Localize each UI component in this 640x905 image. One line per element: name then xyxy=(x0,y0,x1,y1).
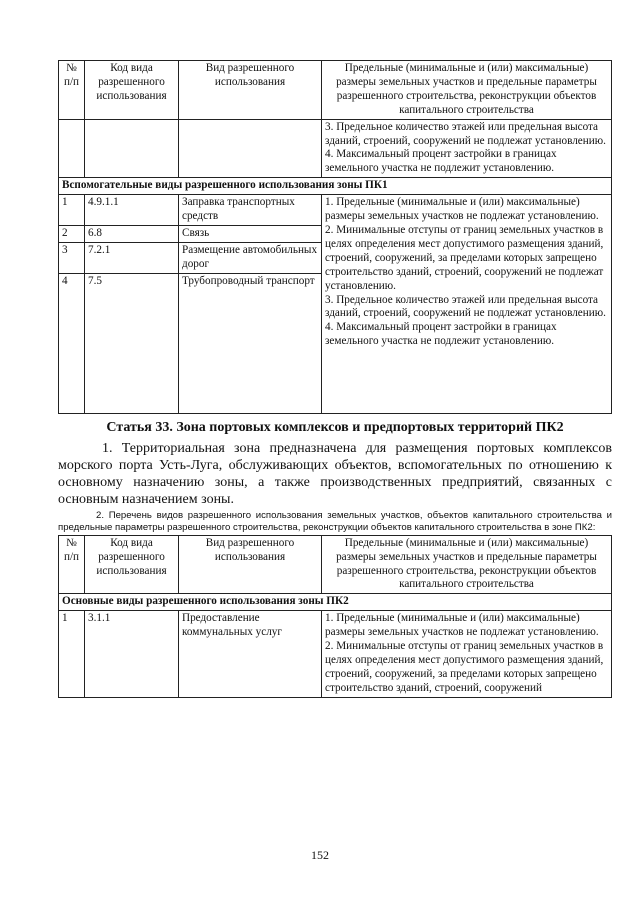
row-num: 1 xyxy=(59,195,85,226)
row-kind: Размещение автомобильных дорог xyxy=(179,242,322,273)
header-limits: Предельные (минимальные и (или) максимальные) размеры земельных участков и предельные параметры разрешенного строительства, реконструкции объектов капитального строительства xyxy=(322,61,612,120)
limits-line: 3. Предельное количество этажей или предельная высота зданий, строений, сооружений не подлежат установлению. xyxy=(325,293,606,320)
zone-pk1-table xyxy=(58,60,612,414)
limits-line: 1. Предельные (минимальные и (или) максимальные) размеры земельных участков не подлежат установлению. xyxy=(325,196,599,223)
section-title: Основные виды разрешенного использования зоны ПК2 xyxy=(59,594,612,611)
page-number: 152 xyxy=(311,848,329,862)
limits-cell xyxy=(322,611,612,697)
limits-line: 4. Максимальный процент застройки в границах земельного участка не подлежит установлению. xyxy=(325,148,557,175)
header-limits: Предельные (минимальные и (или) максимальные) размеры земельных участков и предельные параметры разрешенного строительства, реконструкции объектов капитального строительства xyxy=(322,535,612,594)
limits-line: 3. Предельное количество этажей или предельная высота зданий, строений, сооружений не подлежат установлению. xyxy=(325,120,606,147)
row-code: 3.1.1 xyxy=(85,611,179,697)
section-title: Вспомогательные виды разрешенного использования зоны ПК1 xyxy=(59,178,612,195)
header-code: Код вида разрешенного использования xyxy=(85,61,179,120)
header-code: Код вида разрешенного использования xyxy=(85,535,179,594)
article-paragraph-list-intro: 2. Перечень видов разрешенного использования земельных участков, объектов капитального строительства и предельные параметры разрешенного строительства, реконструкции объектов капитального строительства в зоне ПК2: xyxy=(58,509,612,533)
row-code: 7.2.1 xyxy=(85,242,179,273)
row-kind: Предоставление коммунальных услуг xyxy=(179,611,322,697)
limits-cell xyxy=(322,119,612,178)
table-row xyxy=(59,611,612,697)
limits-line: 1. Предельные (минимальные и (или) максимальные) размеры земельных участков не подлежат установлению. xyxy=(325,612,599,639)
section-row xyxy=(59,594,612,611)
row-num: 2 xyxy=(59,225,85,242)
limits-cell xyxy=(322,195,612,414)
article-paragraph: 1. Территориальная зона предназначена для размещения портовых комплексов морского порта Усть-Луга, обслуживающих объектов, вспомогательных по отношению к основному назначению зоны, а также производственных предприятий, связанных с основным назначением зоны. xyxy=(58,440,612,507)
limits-line: 2. Минимальные отступы от границ земельных участков в целях определения мест допустимого размещения зданий, строений, сооружений, за пределами которых запрещено строительство зданий, строений, сооружений не подлежат установлению. xyxy=(325,223,604,292)
limits-line: 2. Минимальные отступы от границ земельных участков в целях определения мест допустимого размещения зданий, строений, сооружений, за пределами которых запрещено строительство зданий, строений, сооружений xyxy=(325,640,604,694)
row-num: 3 xyxy=(59,242,85,273)
row-code: 7.5 xyxy=(85,273,179,413)
row-kind: Связь xyxy=(179,225,322,242)
row-code: 4.9.1.1 xyxy=(85,195,179,226)
table-row xyxy=(59,195,612,226)
table-row xyxy=(59,119,612,178)
document-page xyxy=(58,60,612,698)
table-header-row xyxy=(59,61,612,120)
header-num: № п/п xyxy=(59,535,85,594)
row-num: 4 xyxy=(59,273,85,413)
row-kind: Трубопроводный транспорт xyxy=(179,273,322,413)
zone-pk2-table xyxy=(58,535,612,698)
header-num: № п/п xyxy=(59,61,85,120)
header-kind: Вид разрешенного использования xyxy=(179,61,322,120)
limits-line: 4. Максимальный процент застройки в границах земельного участка не подлежит установлению. xyxy=(325,321,557,348)
header-kind: Вид разрешенного использования xyxy=(179,535,322,594)
article-title: Статья 33. Зона портовых комплексов и предпортовых территорий ПК2 xyxy=(106,419,564,435)
table-header-row xyxy=(59,535,612,594)
row-num: 1 xyxy=(59,611,85,697)
section-row xyxy=(59,178,612,195)
row-code: 6.8 xyxy=(85,225,179,242)
row-kind: Заправка транспортных средств xyxy=(179,195,322,226)
